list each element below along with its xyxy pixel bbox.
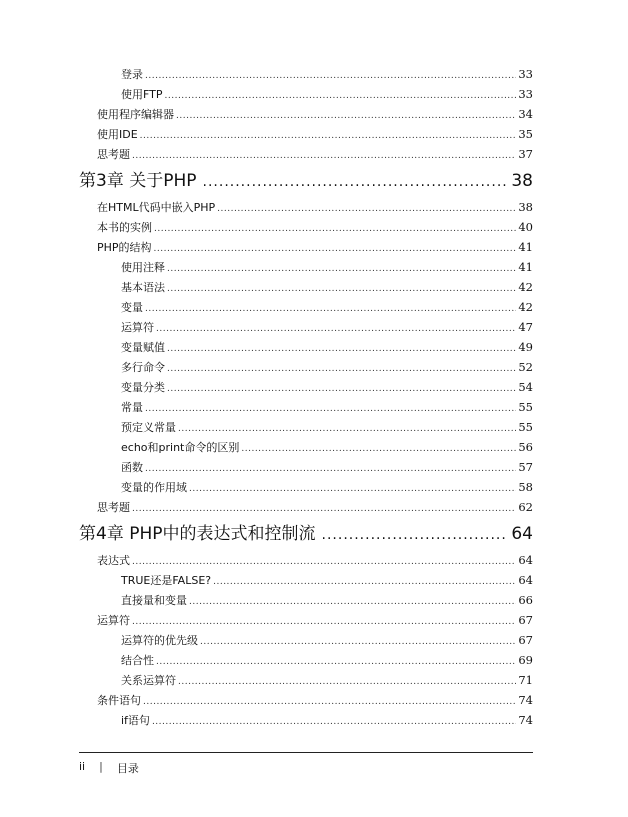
- toc-entry-title: 变量分类: [121, 381, 165, 394]
- toc-entry-title: 表达式: [97, 554, 130, 567]
- toc-entry: [97, 200, 533, 216]
- toc-entry-title: 在HTML代码中嵌入PHP: [97, 201, 216, 214]
- dot-leader: [140, 129, 517, 143]
- dot-leader: [156, 655, 516, 669]
- toc-entry: [121, 320, 533, 336]
- toc-entry: [121, 480, 533, 496]
- dot-leader: [178, 675, 516, 689]
- toc-entry: [97, 240, 533, 256]
- dot-leader: [143, 695, 516, 709]
- toc-entry-page: 74: [518, 693, 533, 707]
- dot-leader: [189, 482, 516, 496]
- toc-entry: [121, 573, 533, 589]
- toc-entry-title: 使用FTP: [121, 88, 163, 101]
- toc-entry: [121, 420, 533, 436]
- dot-leader: [200, 635, 516, 649]
- toc-entry-title: 登录: [121, 68, 143, 81]
- toc-entry-page: 55: [518, 420, 533, 434]
- dot-leader: [132, 502, 516, 516]
- toc-entry: [121, 713, 533, 729]
- dot-leader: [132, 555, 516, 569]
- toc-entry-page: 56: [518, 440, 533, 454]
- dot-leader: [145, 402, 516, 416]
- toc-entry-page: 47: [518, 320, 533, 334]
- dot-leader: [167, 282, 516, 296]
- toc-entry: [121, 653, 533, 669]
- toc-entry-title: 运算符: [97, 614, 130, 627]
- dot-leader: [167, 262, 516, 276]
- toc-entry: [97, 147, 533, 163]
- dot-leader: [165, 89, 517, 103]
- toc-entry: [97, 613, 533, 629]
- toc-entry-title: 运算符: [121, 321, 154, 334]
- dot-leader: [167, 362, 516, 376]
- toc-entry-page: 69: [518, 653, 533, 667]
- dot-leader: [322, 525, 509, 545]
- toc-entry: [121, 300, 533, 316]
- dot-leader: [217, 202, 516, 216]
- toc-entry-title: 变量赋值: [121, 341, 165, 354]
- dot-leader: [145, 462, 516, 476]
- toc-entry: [121, 460, 533, 476]
- toc-entry-title: 思考题: [97, 148, 130, 161]
- dot-leader: [154, 222, 516, 236]
- toc-entry: [97, 127, 533, 143]
- toc-entry-title: 使用程序编辑器: [97, 108, 174, 121]
- toc-entry: [97, 553, 533, 569]
- toc-entry-page: 33: [518, 67, 533, 81]
- dot-leader: [145, 69, 516, 83]
- toc-entry: [121, 633, 533, 649]
- toc-entry: [97, 693, 533, 709]
- toc-entry: [121, 400, 533, 416]
- toc-entry: [121, 440, 533, 456]
- toc-entry-title: 结合性: [121, 654, 154, 667]
- toc-entry-page: 58: [518, 480, 533, 494]
- footer-separator: |: [99, 760, 103, 773]
- toc-entry-page: 64: [518, 573, 533, 587]
- toc-entry-title: if语句: [121, 714, 150, 727]
- toc-entry-page: 41: [518, 260, 533, 274]
- dot-leader: [154, 242, 517, 256]
- toc-entry-title: 函数: [121, 461, 143, 474]
- toc-entry: [121, 67, 533, 83]
- dot-leader: [167, 342, 516, 356]
- toc-entry: [97, 107, 533, 123]
- footer-section-title: 目录: [116, 762, 139, 775]
- footer-page-number: ii: [79, 760, 86, 773]
- toc-entry-page: 40: [518, 220, 533, 234]
- toc-entry-title: 本书的实例: [97, 221, 152, 234]
- dot-leader: [156, 322, 516, 336]
- toc-entry-page: 38: [518, 200, 533, 214]
- toc-entry: [121, 360, 533, 376]
- toc-entry-title: 基本语法: [121, 281, 165, 294]
- toc-entry-page: 74: [518, 713, 533, 727]
- toc-entry-page: 35: [518, 127, 533, 141]
- toc-entry: [121, 260, 533, 276]
- toc-chapter-heading: [79, 171, 533, 192]
- chapter-title: 第3章 关于PHP: [79, 171, 197, 191]
- toc-entry: [121, 673, 533, 689]
- dot-leader: [178, 422, 516, 436]
- toc-entry-title: 变量: [121, 301, 143, 314]
- toc-entry: [97, 500, 533, 516]
- dot-leader: [241, 442, 516, 456]
- toc-entry: [97, 220, 533, 236]
- toc-entry-title: 使用IDE: [97, 128, 138, 141]
- toc-entry-page: 41: [518, 240, 533, 254]
- page-footer: [79, 760, 139, 776]
- toc-entry-page: 64: [518, 553, 533, 567]
- toc-entry-page: 49: [518, 340, 533, 354]
- toc-entry-title: TRUE还是FALSE?: [121, 574, 212, 587]
- toc-entry-title: echo和print命令的区别: [121, 441, 240, 454]
- dot-leader: [203, 172, 509, 192]
- toc-entry: [121, 87, 533, 103]
- toc-entry-page: 33: [518, 87, 533, 101]
- toc-entry: [121, 280, 533, 296]
- toc-entry-page: 42: [518, 300, 533, 314]
- dot-leader: [176, 109, 516, 123]
- dot-leader: [189, 595, 516, 609]
- toc-entry-title: 直接量和变量: [121, 594, 187, 607]
- toc-entry-title: 运算符的优先级: [121, 634, 198, 647]
- toc-entry-title: 变量的作用域: [121, 481, 187, 494]
- chapter-page-number: 38: [511, 171, 533, 191]
- toc-entry-page: 62: [518, 500, 533, 514]
- dot-leader: [213, 575, 516, 589]
- toc-entry-title: 常量: [121, 401, 143, 414]
- toc-entry-title: 条件语句: [97, 694, 141, 707]
- toc-entry-page: 67: [518, 613, 533, 627]
- chapter-title: 第4章 PHP中的表达式和控制流: [79, 524, 316, 544]
- dot-leader: [132, 615, 516, 629]
- toc-entry-title: 预定义常量: [121, 421, 176, 434]
- toc-entry-page: 54: [518, 380, 533, 394]
- toc-entry-page: 66: [518, 593, 533, 607]
- toc-entry-page: 55: [518, 400, 533, 414]
- toc-entry-page: 42: [518, 280, 533, 294]
- toc-entry-title: 使用注释: [121, 261, 165, 274]
- toc-entry: [121, 340, 533, 356]
- toc-entry-page: 34: [518, 107, 533, 121]
- toc-entry-title: 关系运算符: [121, 674, 176, 687]
- toc-entry-page: 37: [518, 147, 533, 161]
- toc-entry-page: 67: [518, 633, 533, 647]
- toc-entry-title: 思考题: [97, 501, 130, 514]
- dot-leader: [167, 382, 516, 396]
- toc-entry-title: 多行命令: [121, 361, 165, 374]
- toc-entry: [121, 593, 533, 609]
- toc-entry-page: 52: [518, 360, 533, 374]
- toc-entry-page: 71: [518, 673, 533, 687]
- footer-rule: [79, 752, 533, 753]
- toc-chapter-heading: [79, 524, 533, 545]
- chapter-page-number: 64: [511, 524, 533, 544]
- toc-entry-title: PHP的结构: [97, 241, 152, 254]
- dot-leader: [145, 302, 516, 316]
- toc-entry: [121, 380, 533, 396]
- toc-entry-page: 57: [518, 460, 533, 474]
- dot-leader: [132, 149, 516, 163]
- dot-leader: [152, 715, 516, 729]
